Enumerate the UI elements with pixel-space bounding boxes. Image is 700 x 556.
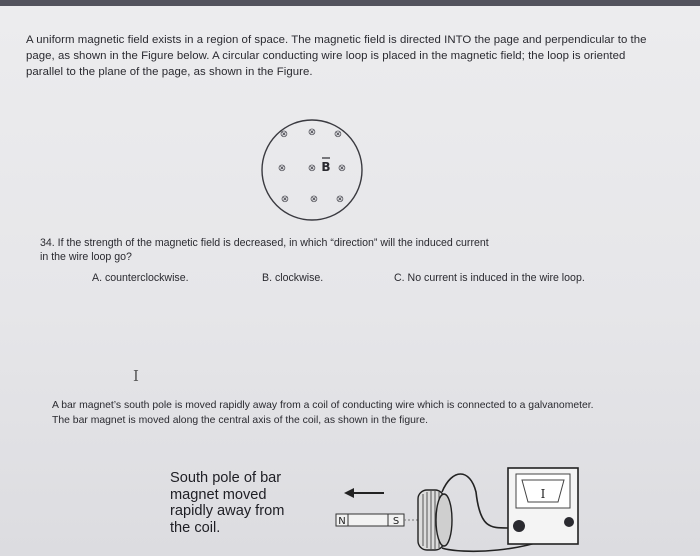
magnetic-field-figure bbox=[258, 118, 368, 222]
option-a: A. counterclockwise. bbox=[92, 272, 189, 284]
caption-line: magnet moved bbox=[170, 486, 267, 503]
field-x-mark: ⊗ bbox=[307, 127, 317, 138]
caption-line: rapidly away from bbox=[170, 503, 285, 519]
terminal-left bbox=[513, 520, 525, 532]
figure-caption bbox=[170, 470, 284, 536]
text-cursor-icon: I bbox=[133, 367, 139, 385]
field-x-mark: ⊗ bbox=[309, 194, 319, 205]
wire-coil bbox=[418, 490, 452, 550]
field-x-mark: ⊗ bbox=[335, 194, 345, 205]
bar-magnet-paragraph bbox=[52, 398, 594, 428]
question-34-line: in the wire loop go? bbox=[40, 251, 132, 263]
field-into-page-markers bbox=[278, 127, 346, 205]
field-x-mark: ⊗ bbox=[307, 163, 317, 174]
north-pole-label: N bbox=[338, 516, 346, 527]
field-label-b: B bbox=[321, 160, 331, 174]
bar-magnet-line: A bar magnet’s south pole is moved rapidly away from a coil of conducting wire which is connected to a galvanometer. bbox=[52, 400, 594, 411]
intro-line: parallel to the plane of the page, as shown in the Figure. bbox=[26, 66, 313, 78]
intro-paragraph bbox=[26, 32, 676, 80]
bar-magnet bbox=[336, 514, 404, 527]
question-34-line: 34. If the strength of the magnetic field is decreased, in which “direction” will the induced current bbox=[40, 237, 489, 249]
field-x-mark: ⊗ bbox=[277, 163, 287, 174]
bar-magnet-line: The bar magnet is moved along the central axis of the coil, as shown in the figure. bbox=[52, 415, 429, 426]
caption-line: the coil. bbox=[170, 519, 221, 536]
field-x-mark: ⊗ bbox=[280, 194, 290, 205]
caption-line: South pole of bar bbox=[170, 470, 282, 486]
field-x-mark: ⊗ bbox=[337, 163, 347, 174]
motion-arrow-icon bbox=[344, 488, 384, 498]
field-x-mark: ⊗ bbox=[279, 129, 289, 140]
field-x-mark: ⊗ bbox=[333, 129, 343, 140]
galvanometer-needle-icon: I bbox=[540, 487, 546, 501]
terminal-right bbox=[564, 517, 574, 527]
question-34 bbox=[40, 236, 489, 264]
galvanometer bbox=[508, 468, 578, 544]
intro-line: page, as shown in the Figure below. A circular conducting wire loop is placed in the magnetic field; the loop is oriented bbox=[26, 50, 626, 62]
option-b: B. clockwise. bbox=[262, 272, 324, 284]
magnet-coil-galvanometer-figure bbox=[330, 458, 592, 554]
option-c: C. No current is induced in the wire loop. bbox=[394, 272, 585, 284]
south-pole-label: S bbox=[392, 516, 400, 527]
intro-line: A uniform magnetic field exists in a region of space. The magnetic field is directed INTO the page and perpendicular to the bbox=[26, 34, 647, 46]
